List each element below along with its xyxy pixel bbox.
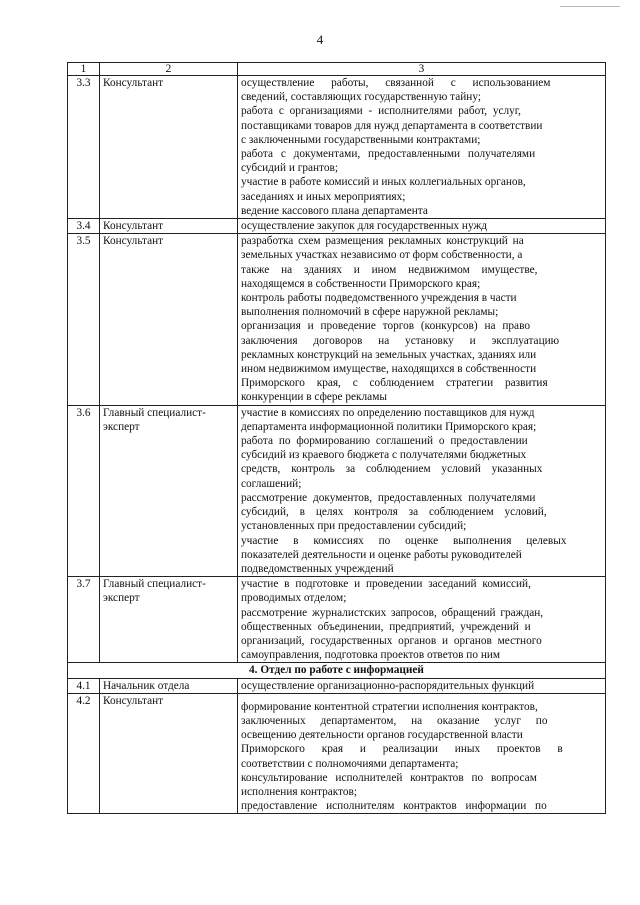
scan-artifact-line — [560, 6, 620, 8]
duties-cell: осуществление работы, связанной с использованием сведений, составляющих государственную тайну; работа с организациями - исполнителями работ, услуг, поставщиками товаров для нужд департамента в соответствии с заключенными государственными контрактами; работа с документами, предоставленными получателями субсидий и грантов; участие в работе комиссий и иных коллегиальных органов, заседаниях и иных мероприятиях; ведение кассового плана департамента — [238, 76, 606, 219]
duties-table — [67, 62, 606, 814]
page-number: 4 — [316, 32, 324, 47]
table-header-row — [68, 63, 606, 76]
table-row — [68, 219, 606, 234]
table-row — [68, 234, 606, 405]
table-row — [68, 577, 606, 663]
row-number: 3.5 — [68, 234, 100, 405]
table-row — [68, 678, 606, 693]
duties-cell: осуществление закупок для государственных нужд — [238, 219, 606, 234]
header-col-1: 1 — [68, 63, 100, 76]
position-cell: Главный специалист-эксперт — [100, 577, 238, 663]
table-row — [68, 693, 606, 814]
position-cell: Консультант — [100, 693, 238, 814]
duties-cell: участие в комиссиях по определению поставщиков для нужд департамента информационной политики Приморского края; работа по формированию соглашений о предоставлении субсидий из краевого бюджета с получателями бюджетных средств, контроль за соблюдением условий указанных соглашений; рассмотрение документов, предоставленных получателями субсидий, в целях контроля за соблюдением условий, установленных при предоставлении субсидий; участие в комиссиях по оценке выполнения целевых показателей деятельности и оценке работы руководителей подведомственных учреждений — [238, 405, 606, 576]
position-cell: Консультант — [100, 234, 238, 405]
row-number: 3.4 — [68, 219, 100, 234]
row-number: 3.3 — [68, 76, 100, 219]
duties-cell: формирование контентной стратегии исполнения контрактов, заключенных департаментом, на оказание услуг по освещению деятельности органов государственной власти Приморского края и реализации иных проектов в соответствии с полномочиями департамента; консультирование исполнителей контрактов по вопросам исполнения контрактов; предоставление исполнителям контрактов информации по — [238, 693, 606, 814]
row-number: 4.2 — [68, 693, 100, 814]
row-number: 3.7 — [68, 577, 100, 663]
section-title: 4. Отдел по работе с информацией — [68, 663, 606, 678]
table-row — [68, 76, 606, 219]
duties-cell: разработка схем размещения рекламных конструкций на земельных участках независимо от форм собственности, а также на зданиях и ином недвижимом имуществе, находящемся в собственности Приморского края; контроль работы подведомственного учреждения в части выполнения полномочий в сфере наружной рекламы; организация и проведение торгов (конкурсов) на право заключения договоров на установку и эксплуатацию рекламных конструкций на земельных участках, зданиях или ином недвижимом имуществе, находящихся в собственности Приморского края, с соблюдением стратегии развития конкуренции в сфере рекламы — [238, 234, 606, 405]
header-col-3: 3 — [238, 63, 606, 76]
position-cell: Консультант — [100, 76, 238, 219]
position-cell: Консультант — [100, 219, 238, 234]
duties-cell: участие в подготовке и проведении заседаний комиссий, проводимых отделом; рассмотрение журналистских запросов, обращений граждан, общественных объединении, предприятий, учреждений и организаций, государственных органов и органов местного самоуправления, подготовка проектов ответов по ним — [238, 577, 606, 663]
row-number: 3.6 — [68, 405, 100, 576]
row-number: 4.1 — [68, 678, 100, 693]
section-header-row — [68, 663, 606, 678]
position-cell: Начальник отдела — [100, 678, 238, 693]
table-row — [68, 405, 606, 576]
duties-cell: осуществление организационно-распорядительных функций — [238, 678, 606, 693]
header-col-2: 2 — [100, 63, 238, 76]
position-cell: Главный специалист-эксперт — [100, 405, 238, 576]
